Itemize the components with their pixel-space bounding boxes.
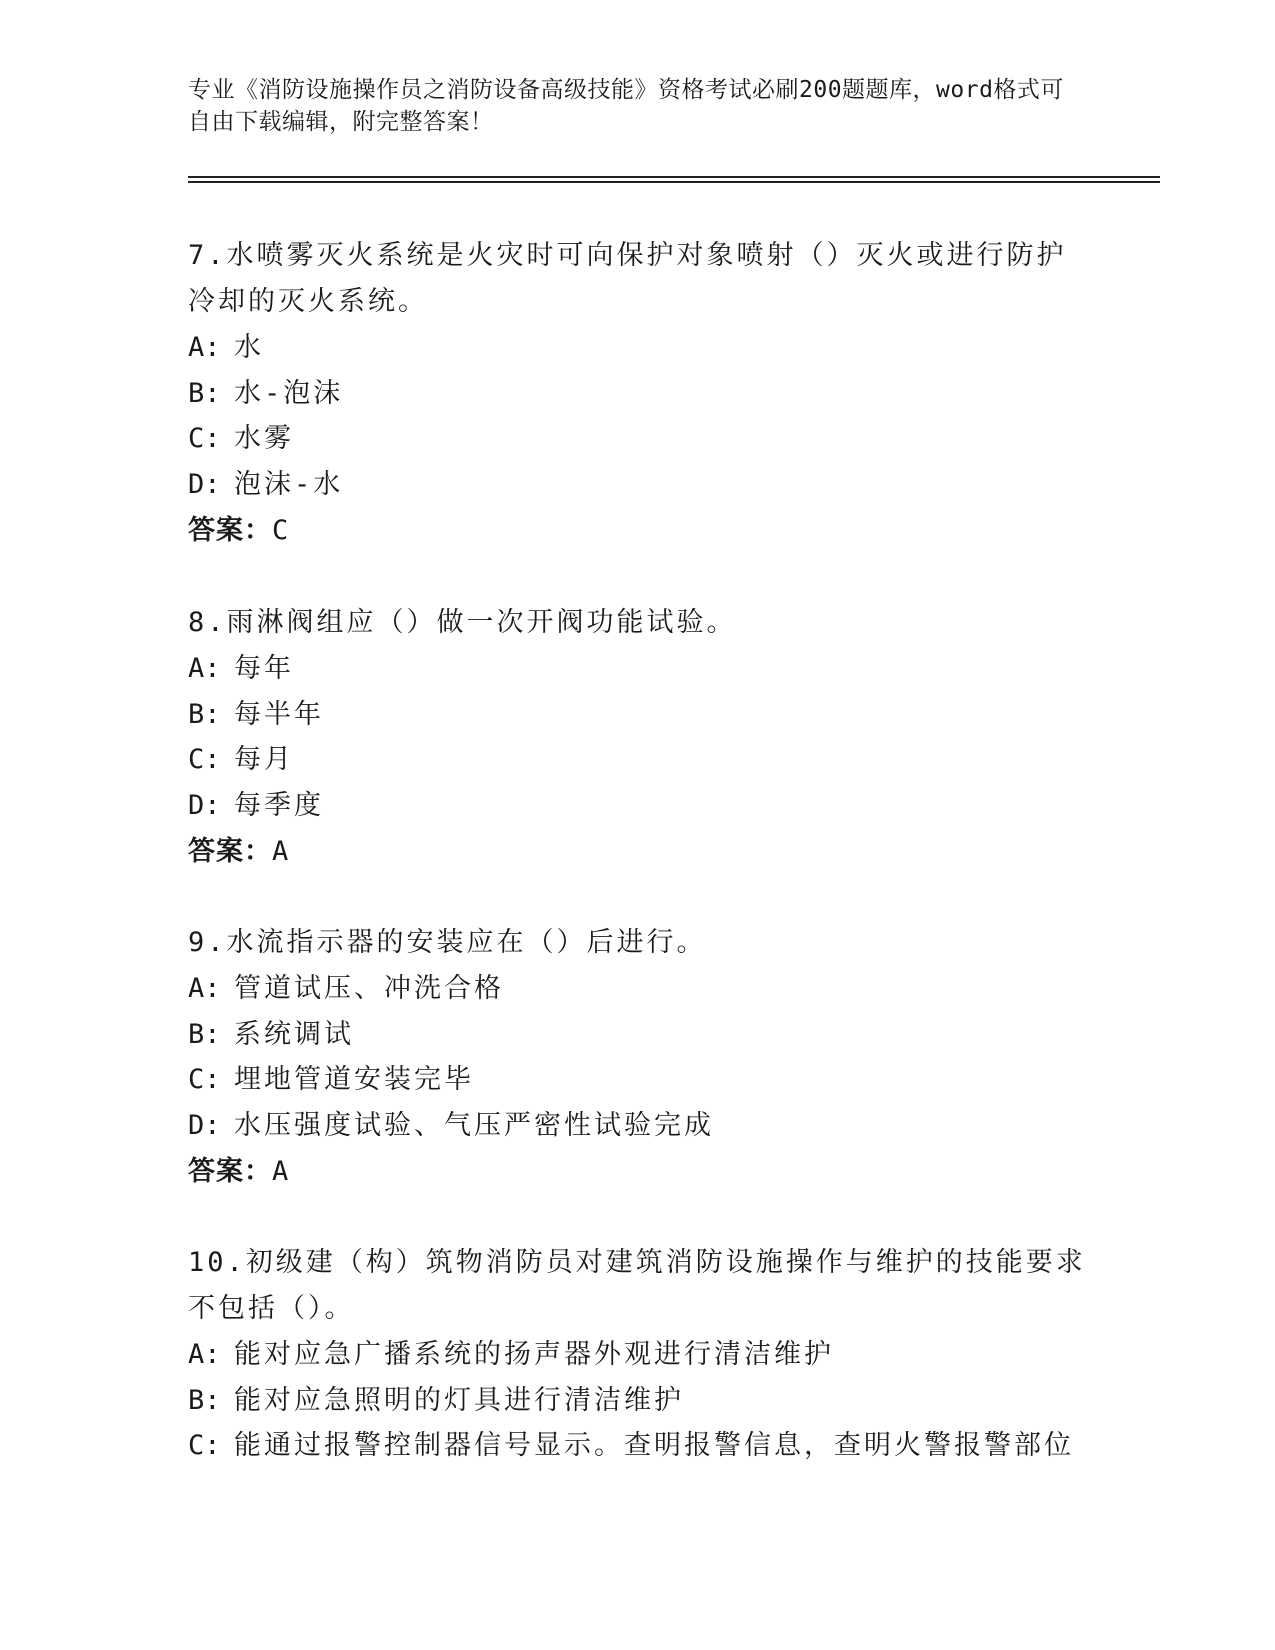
question-7 — [188, 233, 1088, 554]
answer-line — [188, 508, 1088, 554]
option-text: 水压强度试验、气压严密性试验完成 — [234, 1109, 714, 1141]
option-b — [188, 371, 1088, 417]
option-text: 水 — [234, 332, 264, 363]
answer-label: 答案： — [188, 1156, 272, 1187]
question-9 — [188, 920, 1088, 1195]
option-d — [188, 462, 1088, 508]
option-c — [188, 416, 1088, 462]
answer-value: A — [272, 1156, 290, 1187]
option-letter: B: — [188, 1384, 221, 1416]
option-letter: B: — [188, 377, 221, 409]
option-text: 能对应急照明的灯具进行清洁维护 — [234, 1384, 684, 1416]
option-c — [188, 1057, 1088, 1103]
option-a — [188, 646, 1088, 692]
option-letter: B: — [188, 698, 221, 730]
option-a — [188, 325, 1088, 371]
question-10 — [188, 1240, 1088, 1469]
option-text: 每月 — [234, 744, 294, 775]
option-text: 每季度 — [234, 789, 324, 821]
answer-value: C — [272, 515, 290, 546]
answer-value: A — [272, 836, 290, 867]
option-letter: D: — [188, 468, 221, 500]
option-a — [188, 1332, 1088, 1378]
header-text: 专业《消防设施操作员之消防设备高级技能》资格考试必刷200题题库，word格式可自由下载编辑，附完整答案！ — [188, 77, 1064, 135]
answer-line — [188, 1149, 1088, 1195]
option-letter: A: — [188, 973, 221, 1004]
answer-line — [188, 829, 1088, 875]
option-letter: B: — [188, 1018, 221, 1050]
document-header — [188, 74, 1068, 138]
option-letter: D: — [188, 789, 221, 821]
option-c — [188, 1423, 1088, 1469]
question-stem: 10.初级建（构）筑物消防员对建筑消防设施操作与维护的技能要求不包括（）。 — [188, 1247, 1086, 1324]
option-text: 水雾 — [234, 423, 294, 454]
option-text: 水-泡沫 — [234, 377, 344, 409]
option-text: 每年 — [234, 653, 294, 684]
option-a — [188, 966, 1088, 1012]
option-letter: C: — [188, 744, 221, 775]
option-letter: A: — [188, 653, 221, 684]
option-letter: C: — [188, 423, 221, 454]
option-text: 每半年 — [234, 698, 324, 730]
answer-label: 答案： — [188, 836, 272, 867]
option-letter: A: — [188, 332, 221, 363]
option-text: 泡沫-水 — [234, 468, 344, 500]
option-text: 系统调试 — [234, 1018, 354, 1050]
option-text: 能对应急广播系统的扬声器外观进行清洁维护 — [234, 1339, 834, 1370]
option-c — [188, 737, 1088, 783]
question-stem: 8.雨淋阀组应（）做一次开阀功能试验。 — [188, 607, 737, 638]
option-d — [188, 1103, 1088, 1149]
option-b — [188, 692, 1088, 738]
option-letter: D: — [188, 1109, 221, 1141]
option-letter: C: — [188, 1064, 221, 1095]
option-d — [188, 783, 1088, 829]
option-b — [188, 1378, 1088, 1424]
option-text: 埋地管道安装完毕 — [234, 1064, 474, 1095]
question-stem: 7.水喷雾灭火系统是火灾时可向保护对象喷射（）灭火或进行防护冷却的灭火系统。 — [188, 240, 1067, 317]
header-divider-bottom — [188, 181, 1160, 183]
option-text: 能通过报警控制器信号显示。查明报警信息，查明火警报警部位 — [234, 1430, 1074, 1461]
option-letter: A: — [188, 1339, 221, 1370]
option-b — [188, 1012, 1088, 1058]
question-8 — [188, 600, 1088, 875]
option-letter: C: — [188, 1430, 221, 1461]
option-text: 管道试压、冲洗合格 — [234, 973, 504, 1004]
answer-label: 答案： — [188, 515, 272, 546]
header-divider-top — [188, 176, 1160, 178]
question-stem: 9.水流指示器的安装应在（）后进行。 — [188, 927, 707, 958]
